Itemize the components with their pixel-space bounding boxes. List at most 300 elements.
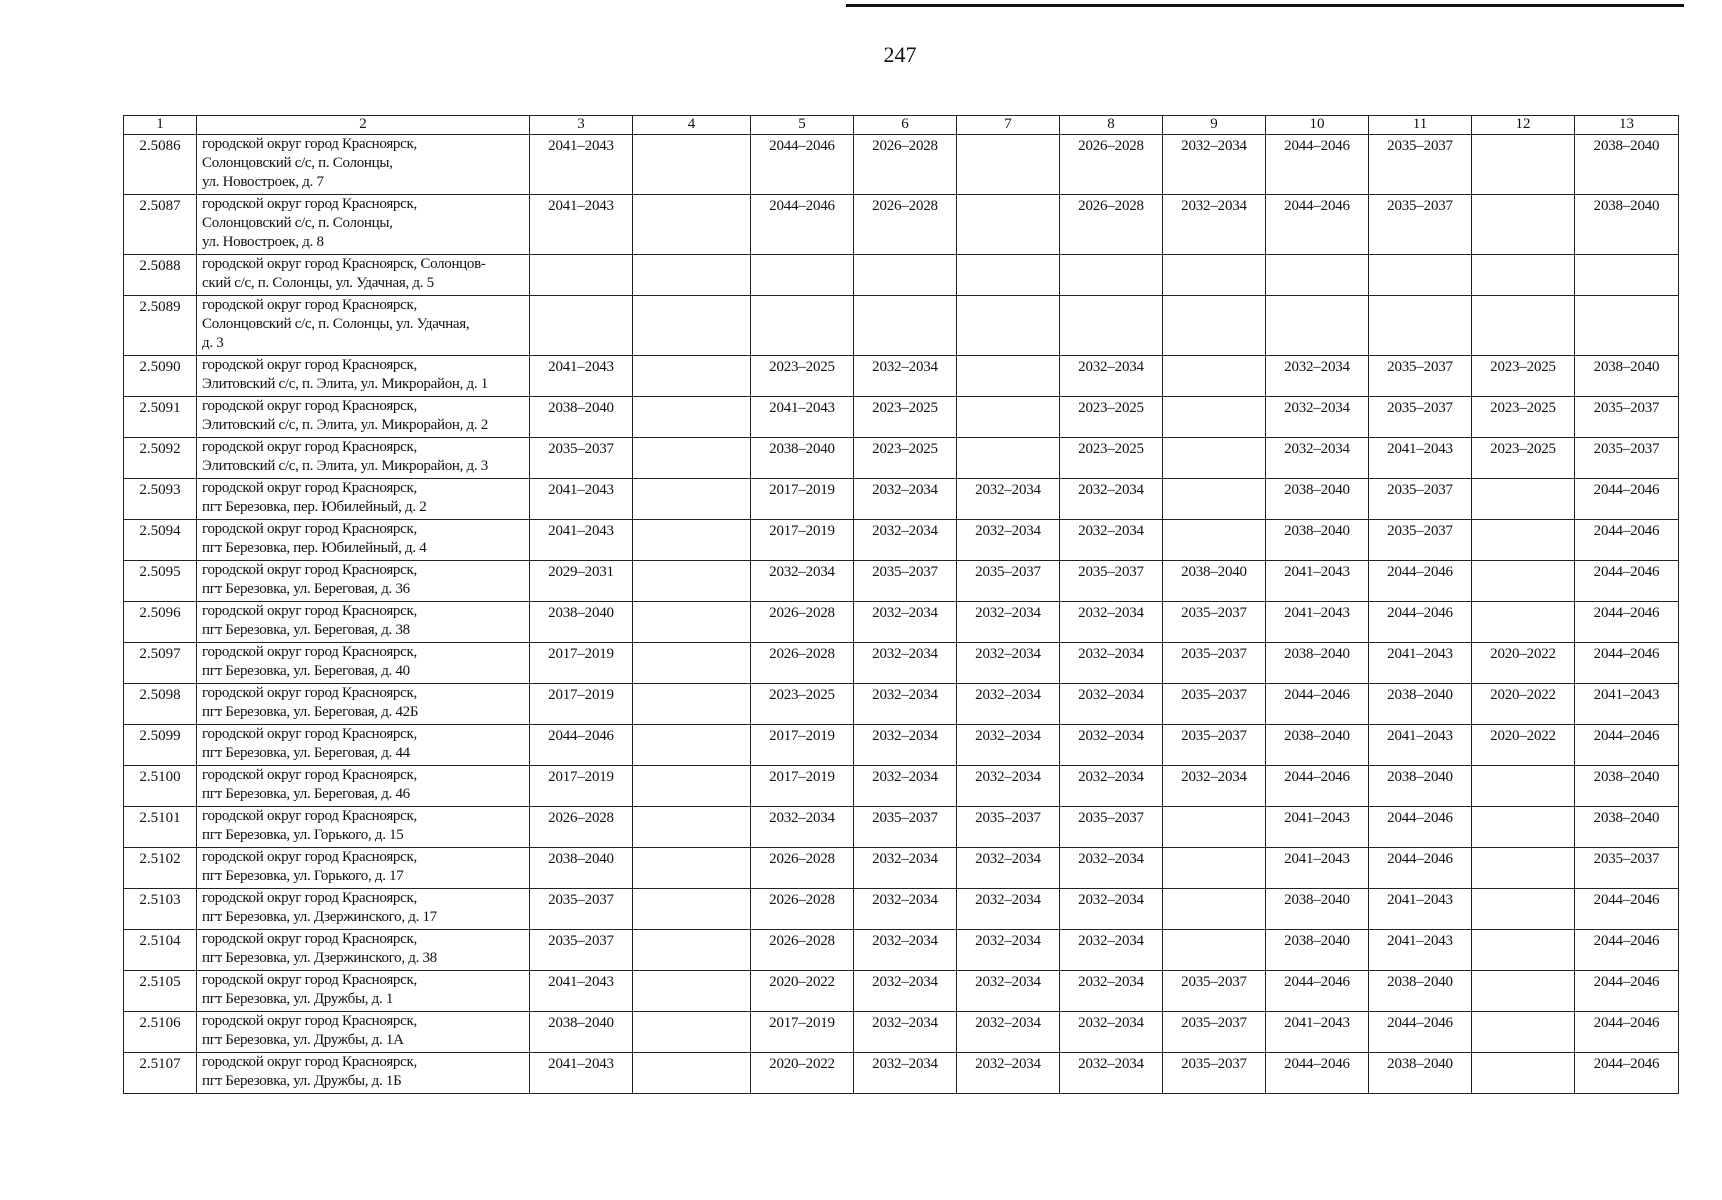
page-number: 247 [883, 42, 917, 67]
period-cell-col-10: 2041–2043 [1266, 848, 1369, 889]
period-cell-col-11: 2035–2037 [1369, 356, 1472, 397]
period-cell-col-8: 2035–2037 [1060, 561, 1163, 602]
address-line: городской округ город Красноярск, [202, 357, 417, 373]
period-cell-col-9: 2035–2037 [1163, 971, 1266, 1012]
address-cell [197, 930, 530, 971]
period-cell-col-7 [957, 255, 1060, 296]
address-line: пгт Березовка, ул. Горького, д. 17 [202, 868, 404, 884]
table-row [124, 195, 1679, 255]
address-cell [197, 520, 530, 561]
period-cell-col-3: 2017–2019 [530, 766, 633, 807]
period-cell-col-8: 2032–2034 [1060, 889, 1163, 930]
period-cell-col-10: 2041–2043 [1266, 561, 1369, 602]
period-cell-col-8 [1060, 296, 1163, 356]
period-cell-col-8: 2026–2028 [1060, 135, 1163, 195]
period-cell-col-7: 2032–2034 [957, 684, 1060, 725]
period-cell-col-12 [1472, 930, 1575, 971]
period-cell-col-7 [957, 195, 1060, 255]
period-cell-col-10: 2038–2040 [1266, 725, 1369, 766]
period-cell-col-8: 2032–2034 [1060, 848, 1163, 889]
period-cell-col-13: 2038–2040 [1575, 766, 1679, 807]
row-number: 2.5101 [124, 807, 197, 848]
column-header-1: 1 [124, 116, 197, 135]
address-line: городской округ город Красноярск, [202, 808, 417, 824]
period-cell-col-6: 2032–2034 [854, 971, 957, 1012]
address-cell [197, 889, 530, 930]
period-cell-col-10: 2041–2043 [1266, 807, 1369, 848]
period-cell-col-13: 2044–2046 [1575, 479, 1679, 520]
table-row [124, 684, 1679, 725]
period-cell-col-3: 2035–2037 [530, 889, 633, 930]
period-cell-col-3: 2038–2040 [530, 848, 633, 889]
period-cell-col-5: 2020–2022 [751, 971, 854, 1012]
period-cell-col-4 [633, 438, 751, 479]
table-body [124, 135, 1679, 1094]
period-cell-col-7 [957, 356, 1060, 397]
period-cell-col-4 [633, 848, 751, 889]
address-line: пгт Березовка, ул. Дзержинского, д. 38 [202, 950, 437, 966]
period-cell-col-7: 2032–2034 [957, 848, 1060, 889]
period-cell-col-3: 2017–2019 [530, 684, 633, 725]
address-line: Элитовский с/с, п. Элита, ул. Микрорайон, д. 2 [202, 417, 488, 433]
period-cell-col-5: 2026–2028 [751, 889, 854, 930]
period-cell-col-6: 2035–2037 [854, 807, 957, 848]
row-number: 2.5102 [124, 848, 197, 889]
period-cell-col-13 [1575, 296, 1679, 356]
period-cell-col-5: 2023–2025 [751, 684, 854, 725]
address-line: ул. Новостроек, д. 7 [202, 174, 324, 190]
address-line: пгт Березовка, пер. Юбилейный, д. 4 [202, 540, 427, 556]
period-cell-col-13 [1575, 255, 1679, 296]
period-cell-col-9: 2032–2034 [1163, 135, 1266, 195]
period-cell-col-9 [1163, 807, 1266, 848]
period-cell-col-7: 2032–2034 [957, 766, 1060, 807]
period-cell-col-13: 2038–2040 [1575, 807, 1679, 848]
period-cell-col-5: 2017–2019 [751, 520, 854, 561]
period-cell-col-5: 2044–2046 [751, 135, 854, 195]
period-cell-col-10: 2044–2046 [1266, 971, 1369, 1012]
period-cell-col-8: 2032–2034 [1060, 684, 1163, 725]
period-cell-col-4 [633, 1012, 751, 1053]
period-cell-col-7: 2035–2037 [957, 807, 1060, 848]
period-cell-col-11: 2035–2037 [1369, 479, 1472, 520]
row-number: 2.5094 [124, 520, 197, 561]
period-cell-col-10 [1266, 255, 1369, 296]
period-cell-col-6: 2032–2034 [854, 684, 957, 725]
period-cell-col-5: 2017–2019 [751, 1012, 854, 1053]
period-cell-col-7: 2032–2034 [957, 520, 1060, 561]
row-number: 2.5089 [124, 296, 197, 356]
period-cell-col-9 [1163, 356, 1266, 397]
period-cell-col-11: 2041–2043 [1369, 889, 1472, 930]
column-header-10: 10 [1266, 116, 1369, 135]
table-row [124, 479, 1679, 520]
period-cell-col-13: 2044–2046 [1575, 930, 1679, 971]
period-cell-col-7: 2032–2034 [957, 643, 1060, 684]
period-cell-col-7: 2032–2034 [957, 889, 1060, 930]
address-line: пгт Березовка, ул. Дружбы, д. 1Б [202, 1073, 402, 1089]
address-line: пгт Березовка, ул. Дзержинского, д. 17 [202, 909, 437, 925]
period-cell-col-3: 2044–2046 [530, 725, 633, 766]
address-line: городской округ город Красноярск, [202, 136, 417, 152]
period-cell-col-8: 2032–2034 [1060, 930, 1163, 971]
period-cell-col-6: 2032–2034 [854, 479, 957, 520]
period-cell-col-8: 2032–2034 [1060, 479, 1163, 520]
period-cell-col-3: 2017–2019 [530, 643, 633, 684]
period-cell-col-10: 2038–2040 [1266, 889, 1369, 930]
period-cell-col-13: 2038–2040 [1575, 356, 1679, 397]
address-cell [197, 397, 530, 438]
address-line: пгт Березовка, ул. Береговая, д. 46 [202, 786, 410, 802]
period-cell-col-10: 2032–2034 [1266, 356, 1369, 397]
period-cell-col-9 [1163, 296, 1266, 356]
address-line: пгт Березовка, ул. Дружбы, д. 1 [202, 991, 394, 1007]
period-cell-col-13: 2044–2046 [1575, 520, 1679, 561]
row-number: 2.5105 [124, 971, 197, 1012]
period-cell-col-12: 2020–2022 [1472, 725, 1575, 766]
period-cell-col-4 [633, 195, 751, 255]
period-cell-col-9 [1163, 438, 1266, 479]
address-line: пгт Березовка, ул. Горького, д. 15 [202, 827, 404, 843]
period-cell-col-9: 2032–2034 [1163, 766, 1266, 807]
address-line: городской округ город Красноярск, [202, 972, 417, 988]
address-cell [197, 438, 530, 479]
address-cell [197, 356, 530, 397]
address-line: городской округ город Красноярск, [202, 1054, 417, 1070]
period-cell-col-11: 2038–2040 [1369, 684, 1472, 725]
address-line: д. 3 [202, 335, 224, 351]
period-cell-col-12 [1472, 602, 1575, 643]
period-cell-col-6: 2026–2028 [854, 135, 957, 195]
row-number: 2.5107 [124, 1053, 197, 1094]
period-cell-col-4 [633, 889, 751, 930]
period-cell-col-7: 2032–2034 [957, 1053, 1060, 1094]
period-cell-col-8: 2032–2034 [1060, 725, 1163, 766]
row-number: 2.5099 [124, 725, 197, 766]
period-cell-col-11: 2035–2037 [1369, 397, 1472, 438]
period-cell-col-6: 2023–2025 [854, 438, 957, 479]
address-line: Солонцовский с/с, п. Солонцы, [202, 215, 393, 231]
period-cell-col-10 [1266, 296, 1369, 356]
period-cell-col-12 [1472, 1053, 1575, 1094]
address-cell [197, 643, 530, 684]
table-row [124, 643, 1679, 684]
period-cell-col-8: 2032–2034 [1060, 1053, 1163, 1094]
address-cell [197, 602, 530, 643]
period-cell-col-3: 2038–2040 [530, 602, 633, 643]
period-cell-col-13: 2044–2046 [1575, 1012, 1679, 1053]
table-row [124, 561, 1679, 602]
period-cell-col-10: 2044–2046 [1266, 195, 1369, 255]
row-number: 2.5104 [124, 930, 197, 971]
period-cell-col-8: 2032–2034 [1060, 520, 1163, 561]
period-cell-col-3 [530, 255, 633, 296]
row-number: 2.5087 [124, 195, 197, 255]
address-cell [197, 1012, 530, 1053]
period-cell-col-6: 2032–2034 [854, 725, 957, 766]
period-cell-col-13: 2044–2046 [1575, 561, 1679, 602]
period-cell-col-6 [854, 296, 957, 356]
address-line: городской округ город Красноярск, Солонцов- [202, 256, 486, 272]
column-header-11: 11 [1369, 116, 1472, 135]
address-cell [197, 1053, 530, 1094]
period-cell-col-5: 2038–2040 [751, 438, 854, 479]
period-cell-col-6: 2026–2028 [854, 195, 957, 255]
period-cell-col-12 [1472, 520, 1575, 561]
period-cell-col-10: 2044–2046 [1266, 1053, 1369, 1094]
period-cell-col-12 [1472, 255, 1575, 296]
period-cell-col-4 [633, 807, 751, 848]
period-cell-col-5: 2041–2043 [751, 397, 854, 438]
period-cell-col-12 [1472, 807, 1575, 848]
row-number: 2.5093 [124, 479, 197, 520]
address-cell [197, 195, 530, 255]
period-cell-col-4 [633, 356, 751, 397]
period-cell-col-4 [633, 602, 751, 643]
period-cell-col-9: 2035–2037 [1163, 602, 1266, 643]
period-cell-col-13: 2035–2037 [1575, 438, 1679, 479]
period-cell-col-3: 2041–2043 [530, 195, 633, 255]
period-cell-col-5 [751, 255, 854, 296]
address-line: городской округ город Красноярск, [202, 849, 417, 865]
period-cell-col-5: 2017–2019 [751, 479, 854, 520]
period-cell-col-4 [633, 766, 751, 807]
address-cell [197, 255, 530, 296]
column-header-3: 3 [530, 116, 633, 135]
period-cell-col-11: 2038–2040 [1369, 766, 1472, 807]
address-cell [197, 479, 530, 520]
table-row [124, 930, 1679, 971]
table-row [124, 397, 1679, 438]
address-line: ул. Новостроек, д. 8 [202, 234, 324, 250]
period-cell-col-4 [633, 930, 751, 971]
row-number: 2.5088 [124, 255, 197, 296]
period-cell-col-8: 2032–2034 [1060, 971, 1163, 1012]
period-cell-col-12 [1472, 135, 1575, 195]
row-number: 2.5092 [124, 438, 197, 479]
period-cell-col-6: 2032–2034 [854, 356, 957, 397]
period-cell-col-3 [530, 296, 633, 356]
table-row [124, 356, 1679, 397]
address-line: пгт Березовка, ул. Береговая, д. 38 [202, 622, 410, 638]
address-cell [197, 725, 530, 766]
row-number: 2.5091 [124, 397, 197, 438]
table-row [124, 725, 1679, 766]
period-cell-col-11: 2041–2043 [1369, 643, 1472, 684]
period-cell-col-6: 2035–2037 [854, 561, 957, 602]
period-cell-col-5: 2026–2028 [751, 602, 854, 643]
address-line: Солонцовский с/с, п. Солонцы, ул. Удачная, [202, 316, 470, 332]
address-line: городской округ город Красноярск, [202, 480, 417, 496]
column-header-7: 7 [957, 116, 1060, 135]
row-number: 2.5097 [124, 643, 197, 684]
period-cell-col-12: 2020–2022 [1472, 684, 1575, 725]
column-header-4: 4 [633, 116, 751, 135]
period-cell-col-7 [957, 438, 1060, 479]
address-line: Солонцовский с/с, п. Солонцы, [202, 155, 393, 171]
period-cell-col-9: 2035–2037 [1163, 725, 1266, 766]
address-line: городской округ город Красноярск, [202, 1013, 417, 1029]
period-cell-col-6: 2032–2034 [854, 520, 957, 561]
address-line: городской округ город Красноярск, [202, 398, 417, 414]
period-cell-col-11: 2044–2046 [1369, 1012, 1472, 1053]
column-header-5: 5 [751, 116, 854, 135]
period-cell-col-5: 2044–2046 [751, 195, 854, 255]
address-cell [197, 766, 530, 807]
period-cell-col-5: 2023–2025 [751, 356, 854, 397]
schedule-table [123, 115, 1679, 1094]
period-cell-col-9 [1163, 255, 1266, 296]
period-cell-col-3: 2029–2031 [530, 561, 633, 602]
period-cell-col-8: 2023–2025 [1060, 438, 1163, 479]
period-cell-col-4 [633, 397, 751, 438]
period-cell-col-9 [1163, 889, 1266, 930]
period-cell-col-11: 2038–2040 [1369, 1053, 1472, 1094]
period-cell-col-9: 2035–2037 [1163, 1053, 1266, 1094]
period-cell-col-8: 2032–2034 [1060, 356, 1163, 397]
period-cell-col-6: 2032–2034 [854, 848, 957, 889]
period-cell-col-10: 2044–2046 [1266, 135, 1369, 195]
period-cell-col-5: 2017–2019 [751, 766, 854, 807]
period-cell-col-3: 2041–2043 [530, 479, 633, 520]
table-row [124, 602, 1679, 643]
period-cell-col-3: 2041–2043 [530, 1053, 633, 1094]
table-row [124, 889, 1679, 930]
period-cell-col-3: 2041–2043 [530, 356, 633, 397]
period-cell-col-12: 2023–2025 [1472, 356, 1575, 397]
period-cell-col-6: 2032–2034 [854, 930, 957, 971]
period-cell-col-4 [633, 725, 751, 766]
period-cell-col-5: 2017–2019 [751, 725, 854, 766]
period-cell-col-3: 2041–2043 [530, 520, 633, 561]
row-number: 2.5090 [124, 356, 197, 397]
period-cell-col-9: 2035–2037 [1163, 643, 1266, 684]
period-cell-col-13: 2038–2040 [1575, 135, 1679, 195]
period-cell-col-11: 2035–2037 [1369, 520, 1472, 561]
address-cell [197, 971, 530, 1012]
row-number: 2.5086 [124, 135, 197, 195]
period-cell-col-3: 2026–2028 [530, 807, 633, 848]
header-row [124, 116, 1679, 135]
column-header-2: 2 [197, 116, 530, 135]
address-cell [197, 684, 530, 725]
address-cell [197, 135, 530, 195]
period-cell-col-7: 2032–2034 [957, 602, 1060, 643]
period-cell-col-9: 2035–2037 [1163, 1012, 1266, 1053]
period-cell-col-13: 2035–2037 [1575, 397, 1679, 438]
period-cell-col-8: 2026–2028 [1060, 195, 1163, 255]
period-cell-col-4 [633, 255, 751, 296]
period-cell-col-7: 2035–2037 [957, 561, 1060, 602]
period-cell-col-8: 2032–2034 [1060, 766, 1163, 807]
period-cell-col-11: 2041–2043 [1369, 725, 1472, 766]
period-cell-col-12 [1472, 296, 1575, 356]
period-cell-col-5: 2026–2028 [751, 643, 854, 684]
address-line: ский с/с, п. Солонцы, ул. Удачная, д. 5 [202, 275, 434, 291]
period-cell-col-7: 2032–2034 [957, 479, 1060, 520]
row-number: 2.5103 [124, 889, 197, 930]
period-cell-col-6: 2032–2034 [854, 602, 957, 643]
address-line: пгт Березовка, ул. Береговая, д. 40 [202, 663, 410, 679]
period-cell-col-7 [957, 135, 1060, 195]
address-line: городской округ город Красноярск, [202, 767, 417, 783]
period-cell-col-6: 2032–2034 [854, 643, 957, 684]
period-cell-col-9: 2032–2034 [1163, 195, 1266, 255]
period-cell-col-6: 2032–2034 [854, 889, 957, 930]
period-cell-col-6: 2032–2034 [854, 1012, 957, 1053]
address-line: городской округ город Красноярск, [202, 521, 417, 537]
period-cell-col-9 [1163, 930, 1266, 971]
period-cell-col-9 [1163, 848, 1266, 889]
period-cell-col-9: 2035–2037 [1163, 684, 1266, 725]
period-cell-col-11: 2035–2037 [1369, 135, 1472, 195]
period-cell-col-3: 2038–2040 [530, 1012, 633, 1053]
period-cell-col-3: 2041–2043 [530, 971, 633, 1012]
period-cell-col-11 [1369, 296, 1472, 356]
table-row [124, 520, 1679, 561]
period-cell-col-10: 2044–2046 [1266, 684, 1369, 725]
column-header-6: 6 [854, 116, 957, 135]
period-cell-col-12 [1472, 1012, 1575, 1053]
period-cell-col-4 [633, 135, 751, 195]
period-cell-col-11: 2041–2043 [1369, 438, 1472, 479]
period-cell-col-5: 2032–2034 [751, 807, 854, 848]
table-row [124, 971, 1679, 1012]
period-cell-col-13: 2044–2046 [1575, 1053, 1679, 1094]
table-row [124, 135, 1679, 195]
address-line: городской округ город Красноярск, [202, 685, 417, 701]
address-line: городской округ город Красноярск, [202, 562, 417, 578]
period-cell-col-13: 2041–2043 [1575, 684, 1679, 725]
period-cell-col-12 [1472, 971, 1575, 1012]
period-cell-col-11 [1369, 255, 1472, 296]
address-line: пгт Березовка, ул. Дружбы, д. 1А [202, 1032, 404, 1048]
address-cell [197, 848, 530, 889]
address-line: городской округ город Красноярск, [202, 603, 417, 619]
period-cell-col-4 [633, 520, 751, 561]
period-cell-col-5 [751, 296, 854, 356]
period-cell-col-3: 2041–2043 [530, 135, 633, 195]
period-cell-col-5: 2032–2034 [751, 561, 854, 602]
row-number: 2.5100 [124, 766, 197, 807]
period-cell-col-7 [957, 296, 1060, 356]
table-row [124, 1053, 1679, 1094]
row-number: 2.5095 [124, 561, 197, 602]
period-cell-col-13: 2044–2046 [1575, 643, 1679, 684]
period-cell-col-4 [633, 643, 751, 684]
period-cell-col-13: 2044–2046 [1575, 889, 1679, 930]
address-cell [197, 561, 530, 602]
period-cell-col-13: 2044–2046 [1575, 602, 1679, 643]
column-header-8: 8 [1060, 116, 1163, 135]
period-cell-col-7: 2032–2034 [957, 725, 1060, 766]
period-cell-col-11: 2041–2043 [1369, 930, 1472, 971]
period-cell-col-8 [1060, 255, 1163, 296]
row-number: 2.5096 [124, 602, 197, 643]
period-cell-col-10: 2038–2040 [1266, 479, 1369, 520]
period-cell-col-10: 2038–2040 [1266, 643, 1369, 684]
period-cell-col-6: 2032–2034 [854, 766, 957, 807]
column-header-13: 13 [1575, 116, 1679, 135]
period-cell-col-8: 2032–2034 [1060, 1012, 1163, 1053]
period-cell-col-8: 2035–2037 [1060, 807, 1163, 848]
period-cell-col-4 [633, 684, 751, 725]
period-cell-col-12 [1472, 479, 1575, 520]
period-cell-col-12 [1472, 195, 1575, 255]
address-line: пгт Березовка, ул. Береговая, д. 42Б [202, 704, 419, 720]
period-cell-col-13: 2038–2040 [1575, 195, 1679, 255]
period-cell-col-10: 2041–2043 [1266, 602, 1369, 643]
